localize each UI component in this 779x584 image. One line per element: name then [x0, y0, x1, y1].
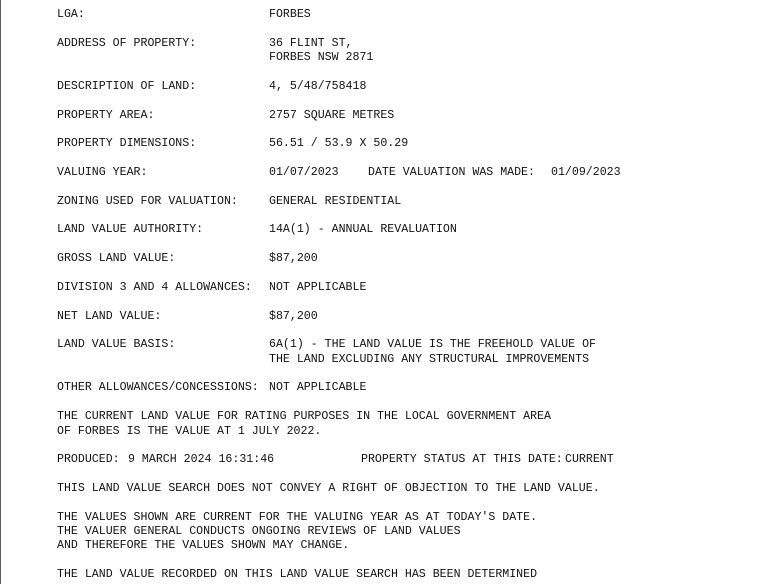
gross-land-value: $87,200 [269, 252, 318, 265]
zoning-value: GENERAL RESIDENTIAL [269, 195, 402, 208]
values-note-line-2: THE VALUER GENERAL CONDUCTS ONGOING REVIEWS OF LAND VALUES [57, 525, 461, 538]
net-land-value-label: NET LAND VALUE: [57, 310, 162, 323]
address-label: ADDRESS OF PROPERTY: [57, 37, 197, 50]
page-left-border [0, 0, 1, 584]
objection-note: THIS LAND VALUE SEARCH DOES NOT CONVEY A RIGHT OF OBJECTION TO THE LAND VALUE. [57, 482, 600, 495]
property-area-label: PROPERTY AREA: [57, 109, 155, 122]
land-value-basis-line-1: 6A(1) - THE LAND VALUE IS THE FREEHOLD VALUE OF [269, 338, 596, 351]
description-label: DESCRIPTION OF LAND: [57, 80, 197, 93]
property-status-value: CURRENT [565, 453, 614, 466]
gross-land-value-label: GROSS LAND VALUE: [57, 252, 176, 265]
property-dimensions-value: 56.51 / 53.9 X 50.29 [269, 137, 409, 150]
valuation-date-value: 01/09/2023 [551, 166, 621, 179]
address-line-2: FORBES NSW 2871 [269, 51, 374, 64]
produced-label: PRODUCED: [57, 453, 120, 466]
property-area-value: 2757 SQUARE METRES [269, 109, 395, 122]
division-allowances-value: NOT APPLICABLE [269, 281, 367, 294]
lga-label: LGA: [57, 8, 85, 21]
address-line-1: 36 FLINT ST, [269, 37, 353, 50]
valuing-year-value: 01/07/2023 [269, 166, 339, 179]
division-allowances-label: DIVISION 3 AND 4 ALLOWANCES: [57, 281, 252, 294]
land-value-authority-value: 14A(1) - ANNUAL REVALUATION [269, 223, 457, 236]
land-value-basis-line-2: THE LAND EXCLUDING ANY STRUCTURAL IMPROVEMENTS [269, 353, 590, 366]
lga-value: FORBES [269, 8, 311, 21]
other-allowances-value: NOT APPLICABLE [269, 381, 367, 394]
rating-note-line-2: OF FORBES IS THE VALUE AT 1 JULY 2022. [57, 425, 322, 438]
property-dimensions-label: PROPERTY DIMENSIONS: [57, 137, 197, 150]
description-value: 4, 5/48/758418 [269, 80, 367, 93]
determined-note: THE LAND VALUE RECORDED ON THIS LAND VALUE SEARCH HAS BEEN DETERMINED [57, 568, 538, 581]
net-land-value: $87,200 [269, 310, 318, 323]
valuation-date-label: DATE VALUATION WAS MADE: [368, 166, 535, 179]
valuing-year-label: VALUING YEAR: [57, 166, 148, 179]
other-allowances-label: OTHER ALLOWANCES/CONCESSIONS: [57, 381, 259, 394]
property-status-label: PROPERTY STATUS AT THIS DATE: [361, 453, 563, 466]
produced-timestamp: 9 MARCH 2024 16:31:46 [128, 453, 275, 466]
zoning-label: ZONING USED FOR VALUATION: [57, 195, 238, 208]
rating-note-line-1: THE CURRENT LAND VALUE FOR RATING PURPOSES IN THE LOCAL GOVERNMENT AREA [57, 410, 551, 423]
values-note-line-3: AND THEREFORE THE VALUES SHOWN MAY CHANGE. [57, 539, 350, 552]
values-note-line-1: THE VALUES SHOWN ARE CURRENT FOR THE VALUING YEAR AS AT TODAY'S DATE. [57, 511, 538, 524]
land-value-authority-label: LAND VALUE AUTHORITY: [57, 223, 204, 236]
land-value-basis-label: LAND VALUE BASIS: [57, 338, 176, 351]
